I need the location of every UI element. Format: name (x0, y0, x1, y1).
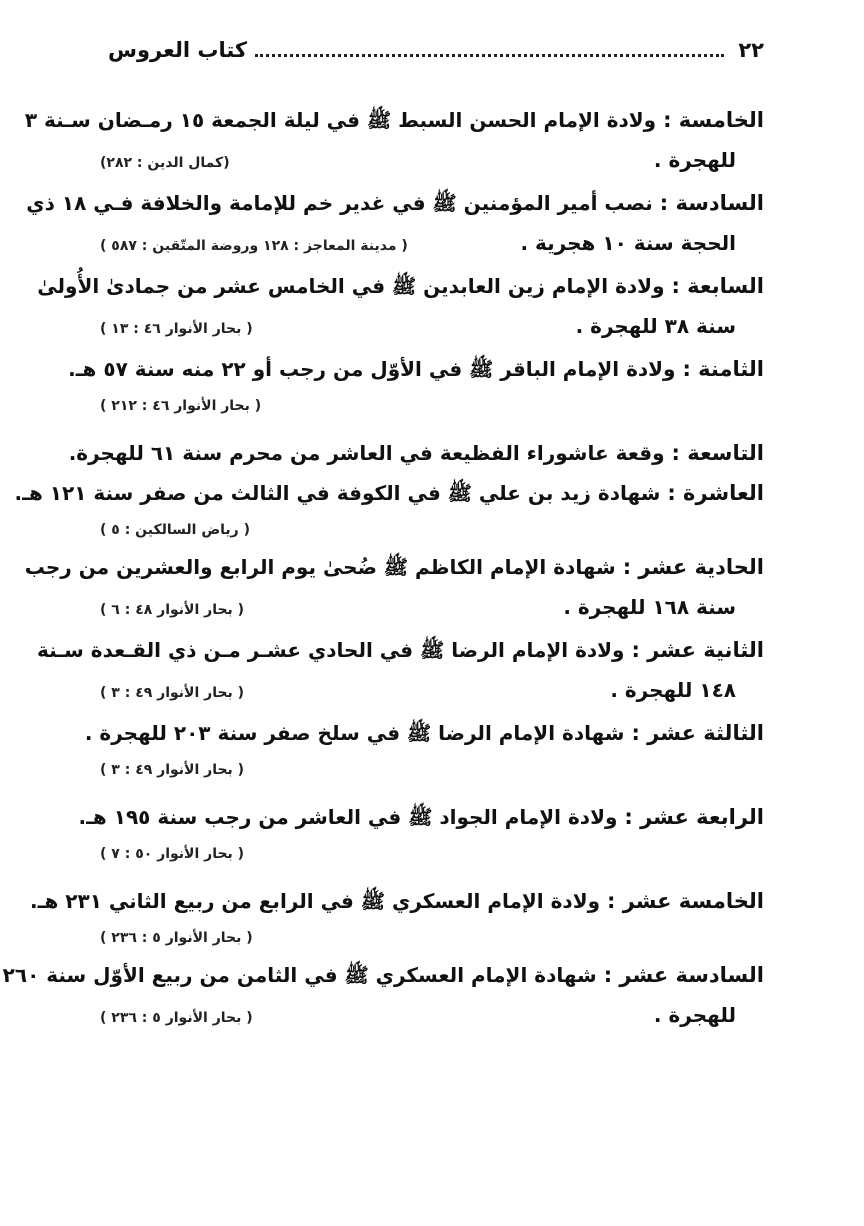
event-continuation: سنة ١٦٨ للهجرة . (563, 595, 736, 619)
event-continuation: ١٤٨ للهجرة . (610, 678, 736, 702)
source-citation: ( بحار الأنوار ٥ : ٢٣٦ ) (100, 1010, 253, 1026)
event-text: ولادة الإمام الجواد ﷺ في العاشر من رجب سنة ١٩٥ هـ. (78, 805, 618, 829)
page-number: ٢٢ (738, 38, 764, 62)
header-dotted-leader (255, 44, 724, 57)
event-line (30, 881, 764, 921)
source-citation: ( مدينة المعاجز : ١٢٨ وروضة المتّقين : ٥٨٧ ) (100, 238, 408, 254)
event-line (3, 955, 764, 995)
event-text: نصب أمير المؤمنين ﷺ في غدير خم للإمامة والخلافة فـي ١٨ ذي (26, 191, 653, 215)
event-entry-10 (14, 473, 764, 547)
event-line (37, 266, 764, 306)
event-ordinal: الرابعة عشر : (624, 805, 764, 829)
event-text: وقعة عاشوراء الفظيعة في العاشر من محرم سنة ٦١ للهجرة. (68, 441, 665, 465)
event-line (24, 547, 764, 587)
spacer (100, 423, 764, 433)
event-text: ولادة الإمام الحسن السبط ﷺ في ليلة الجمعة ١٥ رمـضان سـنة ٣ (24, 108, 657, 132)
source-citation: (كمال الدين : ٢٨٢) (100, 155, 230, 171)
source-citation: ( بحار الأنوار ٥ : ٢٣٦ ) (100, 930, 253, 946)
event-ordinal: الثانية عشر : (631, 638, 764, 662)
event-entry-8 (68, 349, 764, 423)
event-line (79, 797, 765, 837)
source-citation: ( بحار الأنوار ٤٦ : ١٣ ) (100, 321, 253, 337)
event-entry-16 (2, 955, 764, 1038)
event-entry-15 (30, 881, 764, 955)
source-citation: ( بحار الأنوار ٤٩ : ٣ ) (100, 685, 245, 701)
event-ordinal: الخامسة : (663, 108, 764, 132)
source-citation: ( بحار الأنوار ٤٩ : ٣ ) (100, 762, 245, 778)
event-ordinal: السادسة : (659, 191, 764, 215)
source-citation: ( بحار الأنوار ٤٨ : ٦ ) (100, 602, 245, 618)
event-line (24, 100, 764, 140)
event-entry-6 (26, 183, 764, 266)
event-text: شهادة الإمام العسكري ﷺ في الثامن من ربيع الأوّل سنة ٢٦٠ (2, 963, 597, 987)
event-text: ولادة الإمام الرضا ﷺ في الحادي عشـر مـن ذي القـعدة سـنة (37, 638, 625, 662)
event-line (85, 713, 764, 753)
event-entry-5 (24, 100, 764, 183)
event-entry-12 (37, 630, 764, 713)
event-ordinal: السابعة : (671, 274, 764, 298)
event-line (68, 349, 764, 389)
event-ordinal: التاسعة : (671, 441, 764, 465)
event-text: شهادة الإمام الكاظم ﷺ ضُحىٰ يوم الرابع والعشرين من رجب (24, 555, 616, 579)
event-ordinal: الثالثة عشر : (631, 721, 764, 745)
source-citation: ( بحار الأنوار ٤٦ : ٢١٢ ) (100, 398, 262, 414)
spacer (100, 871, 764, 881)
event-line (37, 630, 764, 670)
event-ordinal: الخامسة عشر : (606, 889, 764, 913)
event-list (2, 100, 764, 1038)
event-continuation: سنة ٣٨ للهجرة . (575, 314, 736, 338)
event-entry-9 (68, 433, 764, 473)
event-line (69, 433, 764, 473)
event-continuation: الحجة سنة ١٠ هجرية . (520, 231, 736, 255)
event-continuation: للهجرة . (653, 148, 736, 172)
event-line (26, 183, 764, 223)
event-text: ولادة الإمام الباقر ﷺ في الأوّل من رجب أو ٢٢ منه سنة ٥٧ هـ. (68, 357, 676, 381)
event-entry-13 (84, 713, 764, 787)
event-text: ولادة الإمام العسكري ﷺ في الرابع من ربيع الثاني ٢٣١ هـ. (30, 889, 601, 913)
event-ordinal: الحادية عشر : (622, 555, 764, 579)
event-text: شهادة زيد بن علي ﷺ في الكوفة في الثالث من صفر سنة ١٢١ هـ. (14, 481, 661, 505)
spacer (100, 787, 764, 797)
event-entry-7 (37, 266, 764, 349)
page-header (108, 34, 764, 66)
event-entry-14 (78, 797, 764, 871)
event-ordinal: السادسة عشر : (603, 963, 764, 987)
source-citation: ( بحار الأنوار ٥٠ : ٧ ) (100, 846, 245, 862)
event-continuation: للهجرة . (653, 1003, 736, 1027)
book-title: كتاب العروس (108, 38, 248, 62)
event-ordinal: الثامنة : (682, 357, 764, 381)
event-entry-11 (24, 547, 764, 630)
event-text: شهادة الإمام الرضا ﷺ في سلخ صفر سنة ٢٠٣ للهجرة . (84, 721, 625, 745)
source-citation: ( رياض السالكين : ٥ ) (100, 522, 250, 538)
event-ordinal: العاشرة : (667, 481, 764, 505)
event-line (15, 473, 764, 513)
event-text: ولادة الإمام زين العابدين ﷺ في الخامس عشر من جمادىٰ الأُولىٰ (37, 274, 665, 298)
